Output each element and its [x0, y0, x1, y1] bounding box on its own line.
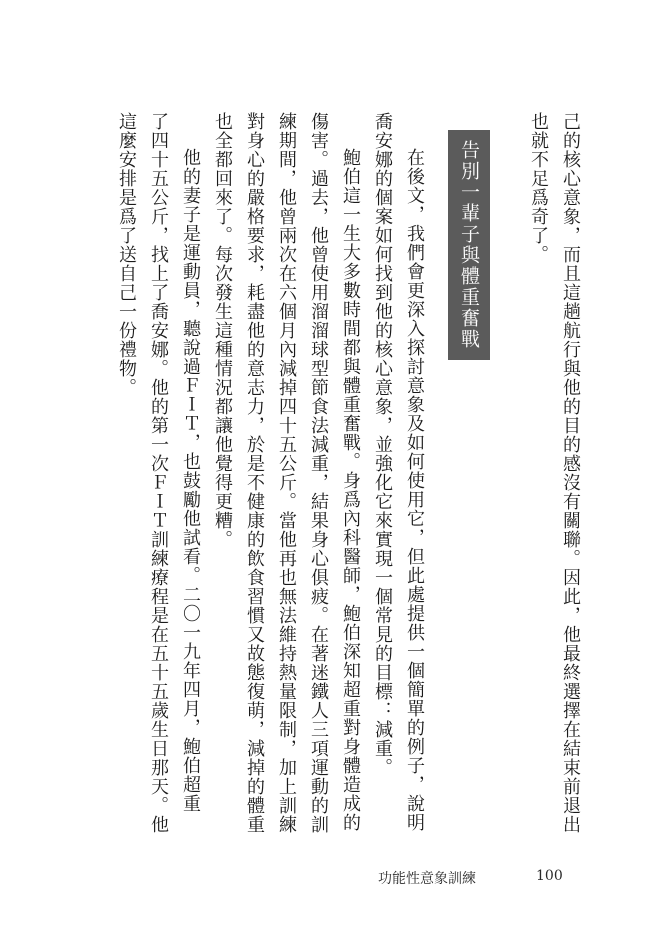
text-column: 喬安娜的個案如何找到他的核心意象，並強化它來實現一個常見的目標：減重。 [372, 112, 393, 777]
section-heading-wrap [448, 112, 490, 842]
section-gap [508, 112, 522, 842]
text-column: 對身心的嚴格要求，耗盡他的意志力，於是不健康的飲食習慣又故態復萌，減掉的體重 [244, 112, 265, 834]
text-column: 在後文，我們會更深入探討意象及如何使用它，但此處提供一個簡單的例子，說明 [404, 148, 425, 832]
page-number: 100 [536, 868, 563, 884]
text-column: 也全都回來了。每次發生這種情況都讓他覺得更糟。 [212, 112, 233, 549]
text-column: 己的核心意象，而且這趟航行與他的目的感沒有關聯。因此，他最終選擇在結束前退出 [560, 112, 581, 834]
text-column: 鮑伯這一生大多數時間都與體重奮戰。身爲內科醫師，鮑伯深知超重對身體造成的 [340, 148, 361, 832]
page-footer [378, 868, 578, 892]
text-column: 他的妻子是運動員，聽說過ＦＩＴ，也鼓勵他試看。二〇一九年四月，鮑伯超重 [180, 148, 201, 813]
text-column: 也就不足爲奇了。 [528, 112, 549, 264]
running-title: 功能性意象訓練 [378, 871, 476, 887]
section-heading: 告別一輩子與體重奮戰 [448, 130, 490, 360]
text-column: 傷害。過去，他曾使用溜溜球型節食法減重，結果身心俱疲。在著迷鐵人三項運動的訓 [308, 112, 329, 834]
text-column: 練期間，他曾兩次在六個月內減掉四十五公斤。當他再也無法維持熱量限制，加上訓練 [276, 112, 297, 834]
text-column: 這麼安排是爲了送自己一份禮物。 [116, 112, 137, 397]
text-column: 了四十五公斤，找上了喬安娜。他的第一次ＦＩＴ訓練療程是在五十五歲生日那天。他 [148, 112, 169, 834]
vertical-text-block [112, 112, 586, 842]
